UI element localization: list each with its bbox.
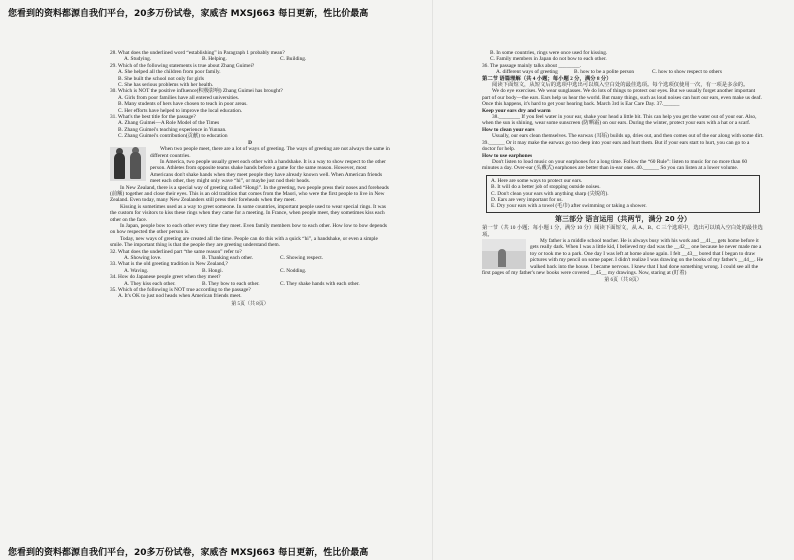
q36-options	[482, 69, 764, 75]
q28-option-a[interactable]: A. Studying.	[124, 56, 152, 63]
story-text: My father is a middle school teacher. He is always busy with his work and __41__ gets home before it gets really dark. When I was a little kid, I believed my dad was the __42__ one because he never made me a toy or took me to a park. One day I was left at home alone again. I felt __43__ bored that I began to draw pictures with my pencil on some paper. I didn't realize I was drawing on the books of my father's __44__. He walked back into the house. I became nervous. I knew that I had done something wrong. I could see all the first pages of my father's new books were covered __45__ my drawings. Now, staring at (盯着)	[482, 237, 764, 276]
section-2-title: 第二节 语篇理解（共 4 小题；每小题 2 分，满分 8 分）	[482, 75, 612, 82]
q28-options	[110, 56, 390, 62]
q32-option-a[interactable]: A. Showing love.	[124, 255, 162, 261]
footer-banner: 您看到的资料都源自我们平台，20多万份试卷，家威杏 MXSJ663 每日更新，性比价最高	[8, 548, 369, 558]
q35-option-b[interactable]: B. In some countries, rings were once used for kissing.	[490, 50, 608, 56]
page-number-left: 第 5页（共 8页）	[231, 301, 269, 307]
header-banner: 您看到的资料都源自我们平台，20多万份试卷，家威杏 MXSJ663 每日更新，性比价最高	[8, 9, 369, 19]
passage-d-para-3: In New Zealand, there is a special way of greeting called “Hongi”. In the greeting, two people press their noses and foreheads (前额) together and close their eyes. This is an old tradition that comes from the Maori, who were the first people to live in New Zealand. Even today, many New Zealanders still press their foreheads when they meet.	[110, 184, 389, 204]
q29-option-b[interactable]: B. She built the school not only for girls	[118, 75, 204, 82]
q31-option-a[interactable]: A. Zhang Guimei—A Role Model of the Times	[118, 120, 220, 127]
ears-para-3: Usually, our ears clean themselves. The earwax (耳垢) builds up, dries out, and then comes out of the ear along with some dirt. 39.______ Or it may make the earwax go too deep into your ears and hurt them. But if your ears start to hurt, you can go to a doctor for help.	[482, 133, 764, 153]
box-option-c[interactable]: C. Don't clean your ears with anything sharp (尖锐的).	[491, 190, 609, 197]
box-option-a[interactable]: A. Here are some ways to protect our ears.	[491, 177, 583, 184]
box-option-d[interactable]: D. Ears are very important for us.	[491, 196, 563, 203]
q29-option-a[interactable]: A. She helped all the children from poor family.	[118, 69, 221, 76]
q35-option-a[interactable]: A. It's OK to just nod heads when American friends meet.	[118, 293, 242, 300]
question-34: 34. How do Japanese people greet when they meet?	[110, 274, 221, 281]
q33-option-a[interactable]: A. Waving.	[124, 267, 149, 274]
q31-option-b[interactable]: B. Zhang Guimei's teaching experience in Yunnan.	[118, 126, 227, 133]
question-28: 28. What does the underlined word “establishing” in Paragraph 1 probably mean?	[110, 50, 285, 56]
q33-option-c[interactable]: C. Nodding.	[280, 267, 307, 274]
story-passage	[482, 238, 764, 276]
q36-option-a[interactable]: A. different ways of greeting	[496, 69, 558, 76]
passage-d-para-1: When two people meet, there are a lot of ways of greeting. The ways of greeting are not always the same in different countries.	[150, 146, 390, 159]
q30-option-a[interactable]: A. Girls from poor families have all entered universities.	[118, 94, 240, 101]
question-31: 31. What's the best title for the passage?	[110, 114, 196, 121]
ears-para-2: 38.________ If you feel water in your ear, shake your head a little bit. This can help you get the water out of your ear. Also, when the sun is shining, wear some sunscreen (防晒霜) on our ears. During the winter, protect your ears with a hat or a scarf.	[482, 114, 757, 127]
ears-para-4: Don't listen to loud music on your earphones for a long time. Follow the “60 Rule”: listen to music for no more than 60 minutes a day. Over-ear (头戴式) earphones are better than in-ear ones. 40.______ So you can listen at a lower volume.	[482, 158, 748, 172]
passage-d-para-5: In Japan, people bow to each other every time they meet. Even family members bow to each other. How low to bow depends on how respected the other person is.	[110, 222, 387, 236]
left-page	[110, 50, 390, 534]
question-36: 36. The passage mainly talks about ________.	[482, 62, 582, 69]
box-option-e[interactable]: E. Dry your ears with a towel (毛巾) after swimming or taking a shower.	[491, 203, 647, 210]
passage-d-letter: D	[248, 139, 252, 146]
passage-d-para-4: Kissing is sometimes used as a way to greet someone. In some countries, important people used to wear special rings. It was the custom for visitors to kiss these rings when they came for a meeting. In France, when people meet, they sometimes kiss each other on the face.	[110, 203, 386, 223]
section-1-instructions: 第一节（共 10 小题；每小题 1 分，满分 10 分）阅读下面短文，从 A、B、C 三个选项中，选出可以填入空白处的最佳选项。	[482, 225, 763, 238]
section-2-instructions: 阅读下面短文，从短文后的选项中选出可以填入空白处的最佳选项。每个选项仅使用一次，有一项是多余的。	[492, 82, 749, 89]
options-box	[486, 175, 760, 213]
q29-option-c[interactable]: C. She has serious problems with her health.	[118, 82, 214, 89]
question-30: 30. Which is NOT the positive influence(积极影响) Zhang Guimei has brought?	[110, 88, 283, 95]
story-photo	[482, 239, 526, 269]
q31-option-c[interactable]: C. Zhang Guimei's contribution(贡献) to education	[118, 133, 228, 140]
q32-option-b[interactable]: B. Thanking each other.	[202, 255, 254, 261]
passage-d-para-2: In America, two people usually greet each other with a handshake. It is a way to show respect to the other person. Athletes from opposite teams shake hands before a game for the same reason. However, most Americans don't shake hands when they meet people they have already known well. When American friends meet each other, they might only wave “hi”, or maybe just nod their heads.	[150, 158, 386, 185]
heading-clean: How to clean your ears	[482, 126, 535, 133]
question-33: 33. What is the old greeting tradition in New Zealand,?	[110, 261, 228, 268]
q35-option-c[interactable]: C. Family members in Japan do not bow to each other.	[490, 56, 607, 63]
question-29: 29. Which of the following statements is true about Zhang Guimei?	[110, 62, 255, 69]
handshake-photo	[110, 147, 146, 181]
q30-option-c[interactable]: C. Her efforts have helped to improve the local education.	[118, 107, 243, 114]
q32-option-c[interactable]: C. Showing respect.	[280, 255, 324, 261]
q34-option-c[interactable]: C. They shake hands with each other.	[280, 280, 360, 287]
passage-d	[110, 146, 390, 249]
heading-earphones: How to use earphones	[482, 152, 533, 159]
q34-option-a[interactable]: A. They kiss each other.	[124, 280, 176, 287]
question-35: 35. Which of the following is NOT true according to the passage?	[110, 287, 251, 294]
right-page	[482, 50, 764, 534]
heading-dry-warm: Keep your ears dry and warm	[482, 107, 551, 114]
box-option-b[interactable]: B. It will do a better job of stopping outside noises.	[491, 184, 601, 191]
page-fold	[432, 0, 433, 560]
q36-option-b[interactable]: B. how to be a polite person	[574, 69, 635, 76]
ears-para-1: We do eye exercises. We wear sunglasses. We do lots of things to protect our eyes. But we usually forget another important part of our body—the ears. Ears help us hear the world. But many things, such as loud noises can hurt our ears, even make us deaf. Once this happens, it's hard to get your hearing back. March 3rd is Ear Care Day. 37.______	[482, 88, 762, 108]
question-32: 32. What does the underlined part “the same reason” refer to?	[110, 248, 242, 255]
q36-option-c[interactable]: C. how to show respect to others	[652, 69, 722, 76]
q34-option-b[interactable]: B. They bow to each other.	[202, 280, 260, 287]
q28-option-b[interactable]: B. Helping.	[202, 56, 227, 63]
passage-d-para-6: Today, new ways of greeting are created all the time. People can do this with a quick “hi”, a handshake, or even a simple smile. The important thing is that the people they are greeting understand them.	[110, 235, 378, 249]
page-number-right: 第 6页（共 8页）	[604, 278, 642, 284]
q28-option-c[interactable]: C. Building.	[280, 56, 307, 63]
part-3-title: 第三部分 语言运用（共两节，满分 20 分）	[554, 214, 692, 223]
q33-option-b[interactable]: B. Hongi.	[202, 267, 223, 274]
q30-option-b[interactable]: B. Many students of hers have chosen to teach in poor areas.	[118, 101, 248, 108]
